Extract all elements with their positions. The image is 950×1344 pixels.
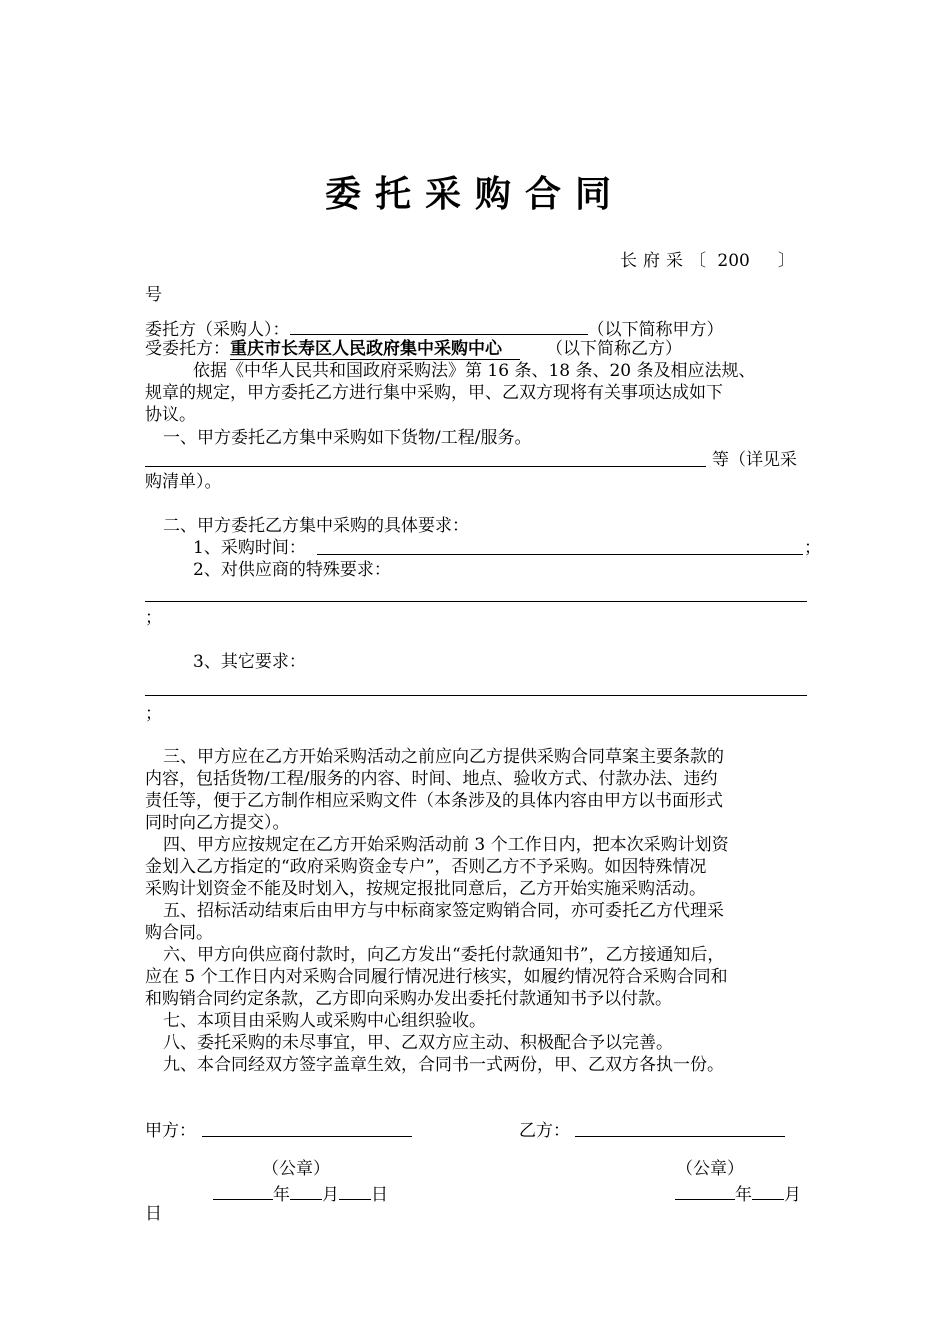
doc-number-year: 200 bbox=[717, 251, 750, 271]
clause-2-item-3: 3、其它要求： bbox=[193, 652, 306, 672]
clause-1-tail: 等（详见采 bbox=[712, 450, 797, 470]
preamble-line-1: 依据《中华人民共和国政府采购法》第 16 条、18 条、20 条及相应法规、 bbox=[193, 361, 756, 381]
preamble-line-3: 协议。 bbox=[145, 405, 196, 425]
clause-4-line-3: 采购计划资金不能及时划入，按规定报批同意后，乙方开始实施采购活动。 bbox=[145, 879, 706, 899]
clause-2: 二、甲方委托乙方集中采购的具体要求： bbox=[163, 516, 469, 536]
clause-1-tail-2: 购清单）。 bbox=[145, 472, 222, 492]
party-b-name: 重庆市长寿区人民政府集中采购中心 bbox=[230, 339, 520, 360]
party-b-month-label: 月 bbox=[784, 1185, 801, 1205]
clause-4-line-2: 金划入乙方指定的“政府采购资金专户”，否则乙方不予采购。如因特殊情况 bbox=[145, 857, 707, 877]
party-a-day-label: 日 bbox=[371, 1185, 388, 1205]
clause-6-line-1: 六、甲方向供应商付款时，向乙方发出“委托付款通知书”，乙方接通知后， bbox=[163, 945, 725, 965]
clause-1-goods-field[interactable] bbox=[145, 466, 706, 467]
party-b-year-label: 年 bbox=[735, 1185, 752, 1205]
clause-3-line-2: 内容，包括货物/工程/服务的内容、时间、地点、验收方式、付款办法、违约 bbox=[145, 769, 718, 789]
party-b-month-field[interactable] bbox=[752, 1181, 784, 1200]
party-a-month-label: 月 bbox=[322, 1185, 339, 1205]
clause-3-line-1: 三、甲方应在乙方开始采购活动之前应向乙方提供采购合同草案主要条款的 bbox=[163, 747, 724, 767]
clause-2-item-3-end: ； bbox=[145, 704, 162, 724]
clause-6-line-2: 应在 5 个工作日内对采购合同履行情况进行核实，如履约情况符合采购合同和 bbox=[145, 967, 728, 987]
party-a-name-field[interactable] bbox=[290, 316, 588, 335]
clause-6-line-3: 和购销合同约定条款，乙方即向采购办发出委托付款通知书予以付款。 bbox=[145, 989, 672, 1009]
party-a-seal: （公章） bbox=[262, 1159, 330, 1179]
party-a-note: （以下简称甲方） bbox=[587, 320, 724, 340]
party-a-year-label: 年 bbox=[273, 1185, 290, 1205]
clause-7: 七、本项目由采购人或采购中心组织验收。 bbox=[163, 1011, 486, 1031]
clause-2-item-2-end: ； bbox=[145, 608, 162, 628]
clause-9: 九、本合同经双方签字盖章生效，合同书一式两份，甲、乙双方各执一份。 bbox=[163, 1055, 724, 1075]
party-b-seal: （公章） bbox=[676, 1159, 744, 1179]
party-b-line bbox=[145, 338, 682, 360]
party-a-signature-label: 甲方： bbox=[145, 1121, 196, 1141]
doc-number-prefix: 长府采 bbox=[620, 251, 689, 271]
document-number bbox=[620, 250, 801, 272]
party-b-signature-label: 乙方： bbox=[519, 1121, 570, 1141]
clause-5-line-2: 购合同。 bbox=[145, 923, 213, 943]
doc-number-open: 〔 bbox=[689, 251, 712, 271]
clause-5-line-1: 五、招标活动结束后由甲方与中标商家签定购销合同，亦可委托乙方代理采 bbox=[163, 901, 724, 921]
party-a-signature-field[interactable] bbox=[202, 1136, 412, 1137]
clause-2-item-1-end: ； bbox=[804, 538, 821, 558]
clause-4-line-1: 四、甲方应按规定在乙方开始采购活动前 3 个工作日内，把本次采购计划资 bbox=[163, 835, 729, 855]
party-a-month-field[interactable] bbox=[290, 1181, 322, 1200]
document-title: 委托采购合同 bbox=[324, 174, 625, 215]
party-b-date bbox=[675, 1181, 801, 1206]
party-a-day-field[interactable] bbox=[339, 1181, 371, 1200]
doc-number-close: 〕 bbox=[777, 251, 801, 271]
clause-8: 八、委托采购的未尽事宜，甲、乙双方应主动、积极配合予以完善。 bbox=[163, 1033, 673, 1053]
party-b-year-field[interactable] bbox=[675, 1181, 735, 1200]
supplier-requirements-field[interactable] bbox=[145, 601, 807, 602]
clause-2-item-1: 1、采购时间： bbox=[193, 538, 306, 558]
clause-3-line-3: 责任等，便于乙方制作相应采购文件（本条涉及的具体内容由甲方以书面形式 bbox=[145, 791, 723, 811]
party-a-label: 委托方（采购人）： bbox=[145, 320, 290, 340]
clause-2-item-2: 2、对供应商的特殊要求： bbox=[193, 560, 391, 580]
purchase-time-field[interactable] bbox=[317, 554, 803, 555]
party-b-note: （以下简称乙方） bbox=[546, 339, 682, 359]
clause-1: 一、甲方委托乙方集中采购如下货物/工程/服务。 bbox=[163, 428, 532, 448]
doc-number-suffix: 号 bbox=[145, 285, 162, 305]
party-b-day-label: 日 bbox=[145, 1204, 162, 1224]
party-b-signature-field[interactable] bbox=[575, 1136, 785, 1137]
party-a-date bbox=[213, 1181, 388, 1206]
other-requirements-field[interactable] bbox=[145, 695, 807, 696]
party-a-year-field[interactable] bbox=[213, 1181, 273, 1200]
preamble-line-2: 规章的规定，甲方委托乙方进行集中采购，甲、乙双方现将有关事项达成如下 bbox=[145, 383, 723, 403]
clause-3-line-4: 同时向乙方提交）。 bbox=[145, 813, 290, 833]
party-b-label: 受委托方： bbox=[145, 339, 230, 359]
